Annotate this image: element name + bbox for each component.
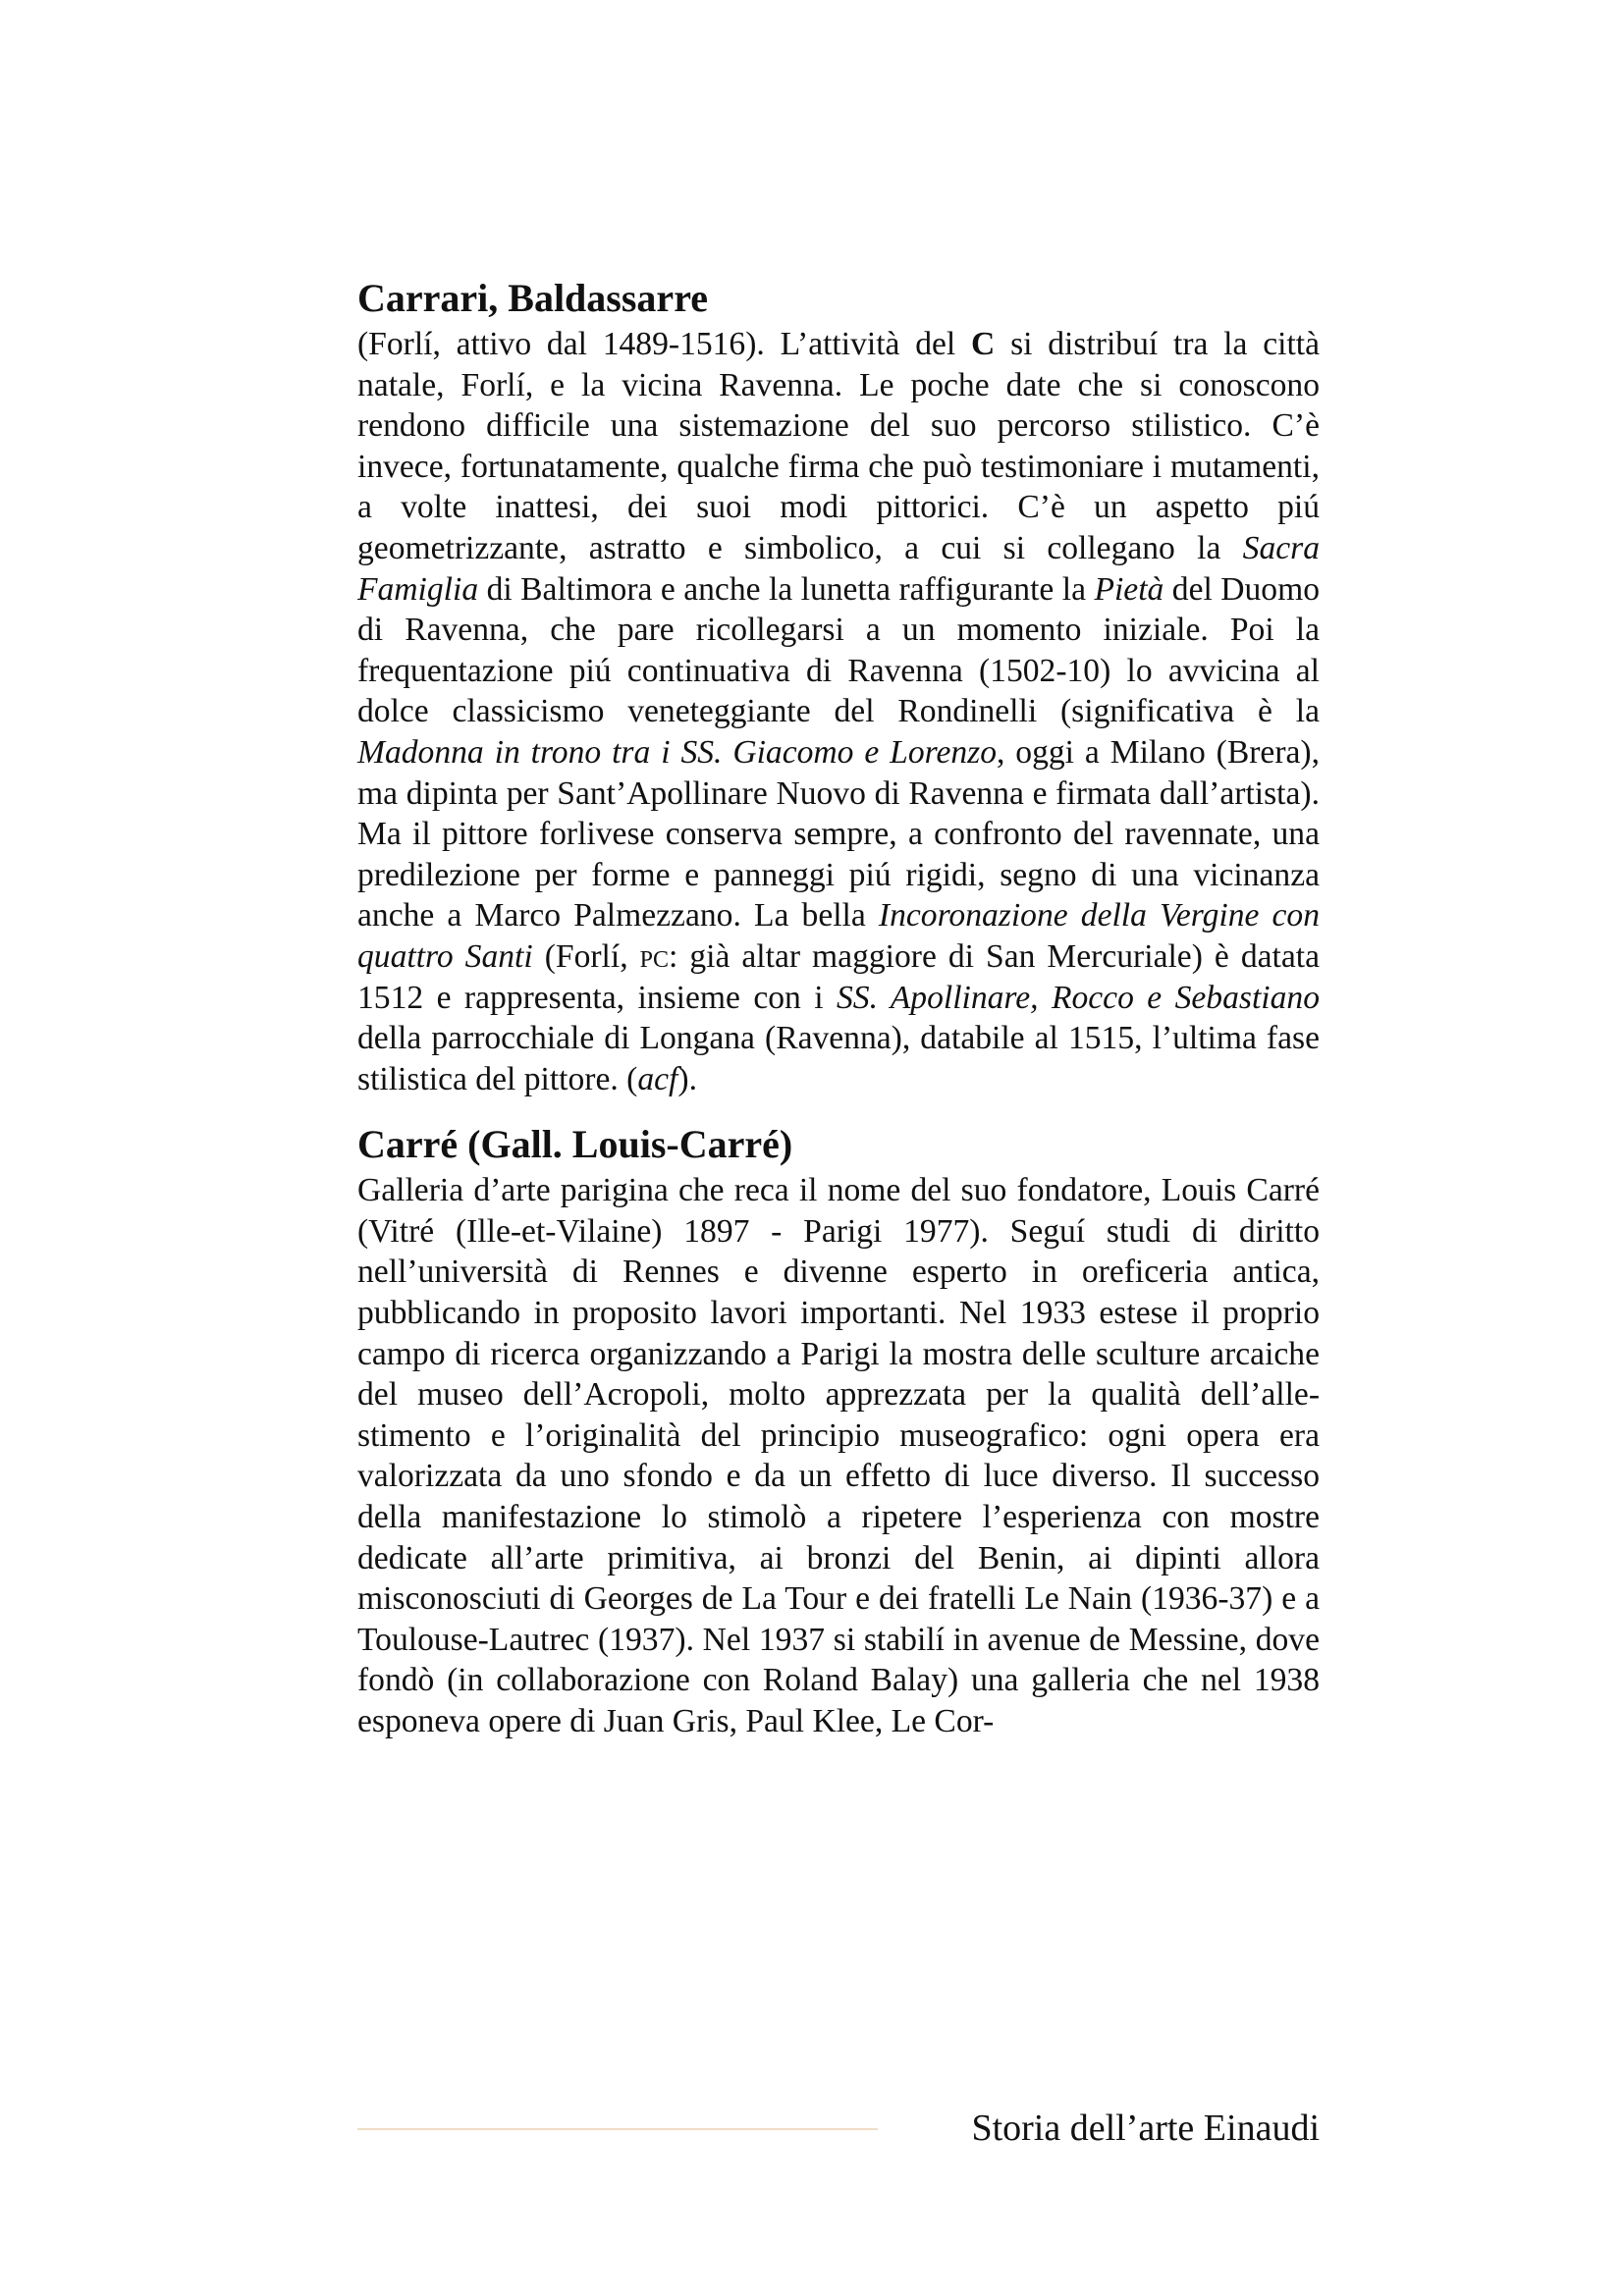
small-caps-abbreviation: pc <box>639 937 669 975</box>
body-text: Galleria d’arte parigina che reca il nome del suo fondatore, Louis Carré (Vitré (Ille-et-Vilaine) 1897 - Parigi 1977). Seguí studi di diritto nell’università di Rennes e divenne esperto in oreficeria antica, pubblicando in proposito lavori importanti. Nel 1933 estese il proprio campo di ricerca organizzando a Parigi la mostra delle sculture arcaiche del museo dell’Acropoli, molto apprezzata per la qualità dell’allestimento e l’originalità del principio museografico: ogni opera era valorizzata da uno sfondo e da un effetto di luce diverso. Il successo della manifestazione lo stimolò a ripetere l’esperienza con mostre dedicate all’arte primitiva, ai bronzi del Benin, ai dipinti allora misconosciuti di Georges de La Tour e dei fratelli Le Nain (1936-37) e a Toulouse-Lautrec (1937). Nel 1937 si stabilí in avenue de Messine, dove fondò (in collaborazione con Roland Balay) una galleria che nel 1938 esponeva opere di Juan Gris, Paul Klee, Le Cor- <box>357 1172 1320 1739</box>
body-text: , oggi a Milano (Brera), ma dipinta per Sant’Apollinare Nuovo di Ravenna e firmata dall’artista). Ma il pittore forlivese conserva sempre, a confronto del ravennate, una predilezione per forme e panneggi piú rigidi, segno di una vicinanza anche a Marco Palmezzano. La bella <box>357 733 1320 934</box>
entry-body <box>357 1170 1320 1741</box>
entry-body <box>357 324 1320 1099</box>
body-text: si distribuí tra la città natale, Forlí, e la vicina Ravenna. Le poche date che si conoscono rendono difficile una sistemazione del suo percorso stilistico. C’è invece, fortunatamente, qualche firma che può testimoniare i mutamenti, a volte inattesi, dei suoi modi pittorici. C’è un aspetto piú geometrizzante, astratto e simbolico, a cui si collegano la <box>357 326 1321 566</box>
footer-publisher: Storia dell’arte Einaudi <box>971 2108 1320 2149</box>
italic-title-text: SS. Apollinare, Rocco e Sebastiano <box>836 979 1320 1016</box>
body-text: del Duomo di Ravenna, che pare ricollegarsi a un momento iniziale. Poi la frequentazione piú continuativa di Ravenna (1502-10) lo avvicina al dolce classicismo veneteggiante del Rondinelli (significativa è la <box>357 570 1320 730</box>
bold-initial-text: C <box>971 326 996 362</box>
page-content <box>357 275 1320 1742</box>
italic-title-text: Madonna in trono tra i SS. Giacomo e Lorenzo <box>357 733 997 771</box>
entry-title: Carré (Gall. Louis-Carré) <box>357 1122 793 1167</box>
body-text: di Baltimora e anche la lunetta raffigurante la <box>478 570 1095 608</box>
dictionary-entry <box>357 1121 1320 1741</box>
italic-title-text: Incoronazione della Vergine con quattro Santi <box>357 897 1320 975</box>
body-text: ). <box>677 1060 697 1097</box>
italic-title-text: acf <box>637 1060 678 1097</box>
entry-title: Carrari, Baldassarre <box>357 276 708 320</box>
body-text: (Forlí, attivo dal 1489-1516). L’attività del <box>357 326 972 362</box>
body-text: (Forlí, <box>532 937 640 975</box>
body-text: : già altar maggiore di San Mercuriale) è datata 1512 e rappresenta, insieme con i <box>357 937 1320 1016</box>
italic-title-text: Sacra Famiglia <box>357 529 1320 608</box>
body-text: della parrocchiale di Longana (Ravenna), databile al 1515, l’ultima fase stilistica del pittore. ( <box>357 1020 1320 1097</box>
footer-rule <box>357 2128 878 2130</box>
italic-title-text: Pietà <box>1094 570 1164 608</box>
page-footer <box>357 2107 1320 2150</box>
dictionary-entry <box>357 275 1320 1099</box>
